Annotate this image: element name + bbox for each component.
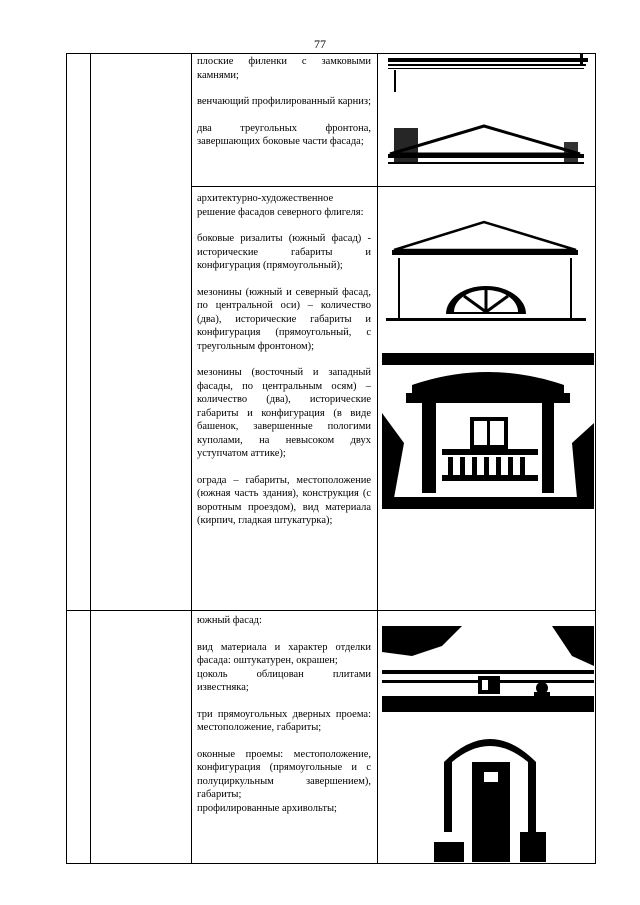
page-number: 77 [314,37,326,51]
paragraph: цоколь облицован плитами известняка; [197,668,374,693]
pediment-drawing [384,118,592,174]
paragraph: профилированные архивольты; [197,802,337,814]
section-3-text [197,614,374,815]
paragraph: вид материала и характер отделки фасада: оштукатурен, окрашен; [197,641,374,666]
paragraph: три прямоугольных дверных проема: местоположение, габариты; [197,708,374,733]
mezzanine-tower-photo [382,353,594,509]
section-1-text [197,55,374,149]
paragraph: архитектурно-художественное решение фасадов северного флигеля: [197,193,364,218]
paragraph: два треугольных фронтона, завершающих боковые части фасада; [197,122,374,147]
paragraph: венчающий профилированный карниз; [197,96,371,107]
south-facade-photo [382,626,594,712]
paragraph: боковые ризалиты (южный фасад) - исторические габариты и конфигурация (прямоугольный); [197,233,374,271]
paragraph: ограда – габариты, местоположение (южная часть здания), конструкция (с воротным проездом), вид материала (кирпич, гладкая штукатурка); [197,474,374,526]
paragraph: плоские филенки с замковыми камнями; [197,56,374,81]
cornice-drawing [384,54,592,94]
arched-door-photo [434,722,546,862]
paragraph: мезонины (восточный и западный фасады, по центральным осям) – количество (два), исторические габариты и конфигурация (в виде башенок, завершенные пологими куполами, на невысоком двух уступчатом аттике); [197,367,374,459]
section-2-text [197,192,374,528]
risalit-facade-drawing [384,210,592,328]
paragraph: оконные проемы: местоположение, конфигурация (прямоугольные и с полуциркульным завершением), габариты; [197,748,374,800]
paragraph: мезонины (южный и северный фасад, по центральной оси) – количество (два), исторические габариты и конфигурация (прямоугольный, с треугольным фронтоном); [197,286,374,352]
paragraph: южный фасад: [197,615,262,626]
